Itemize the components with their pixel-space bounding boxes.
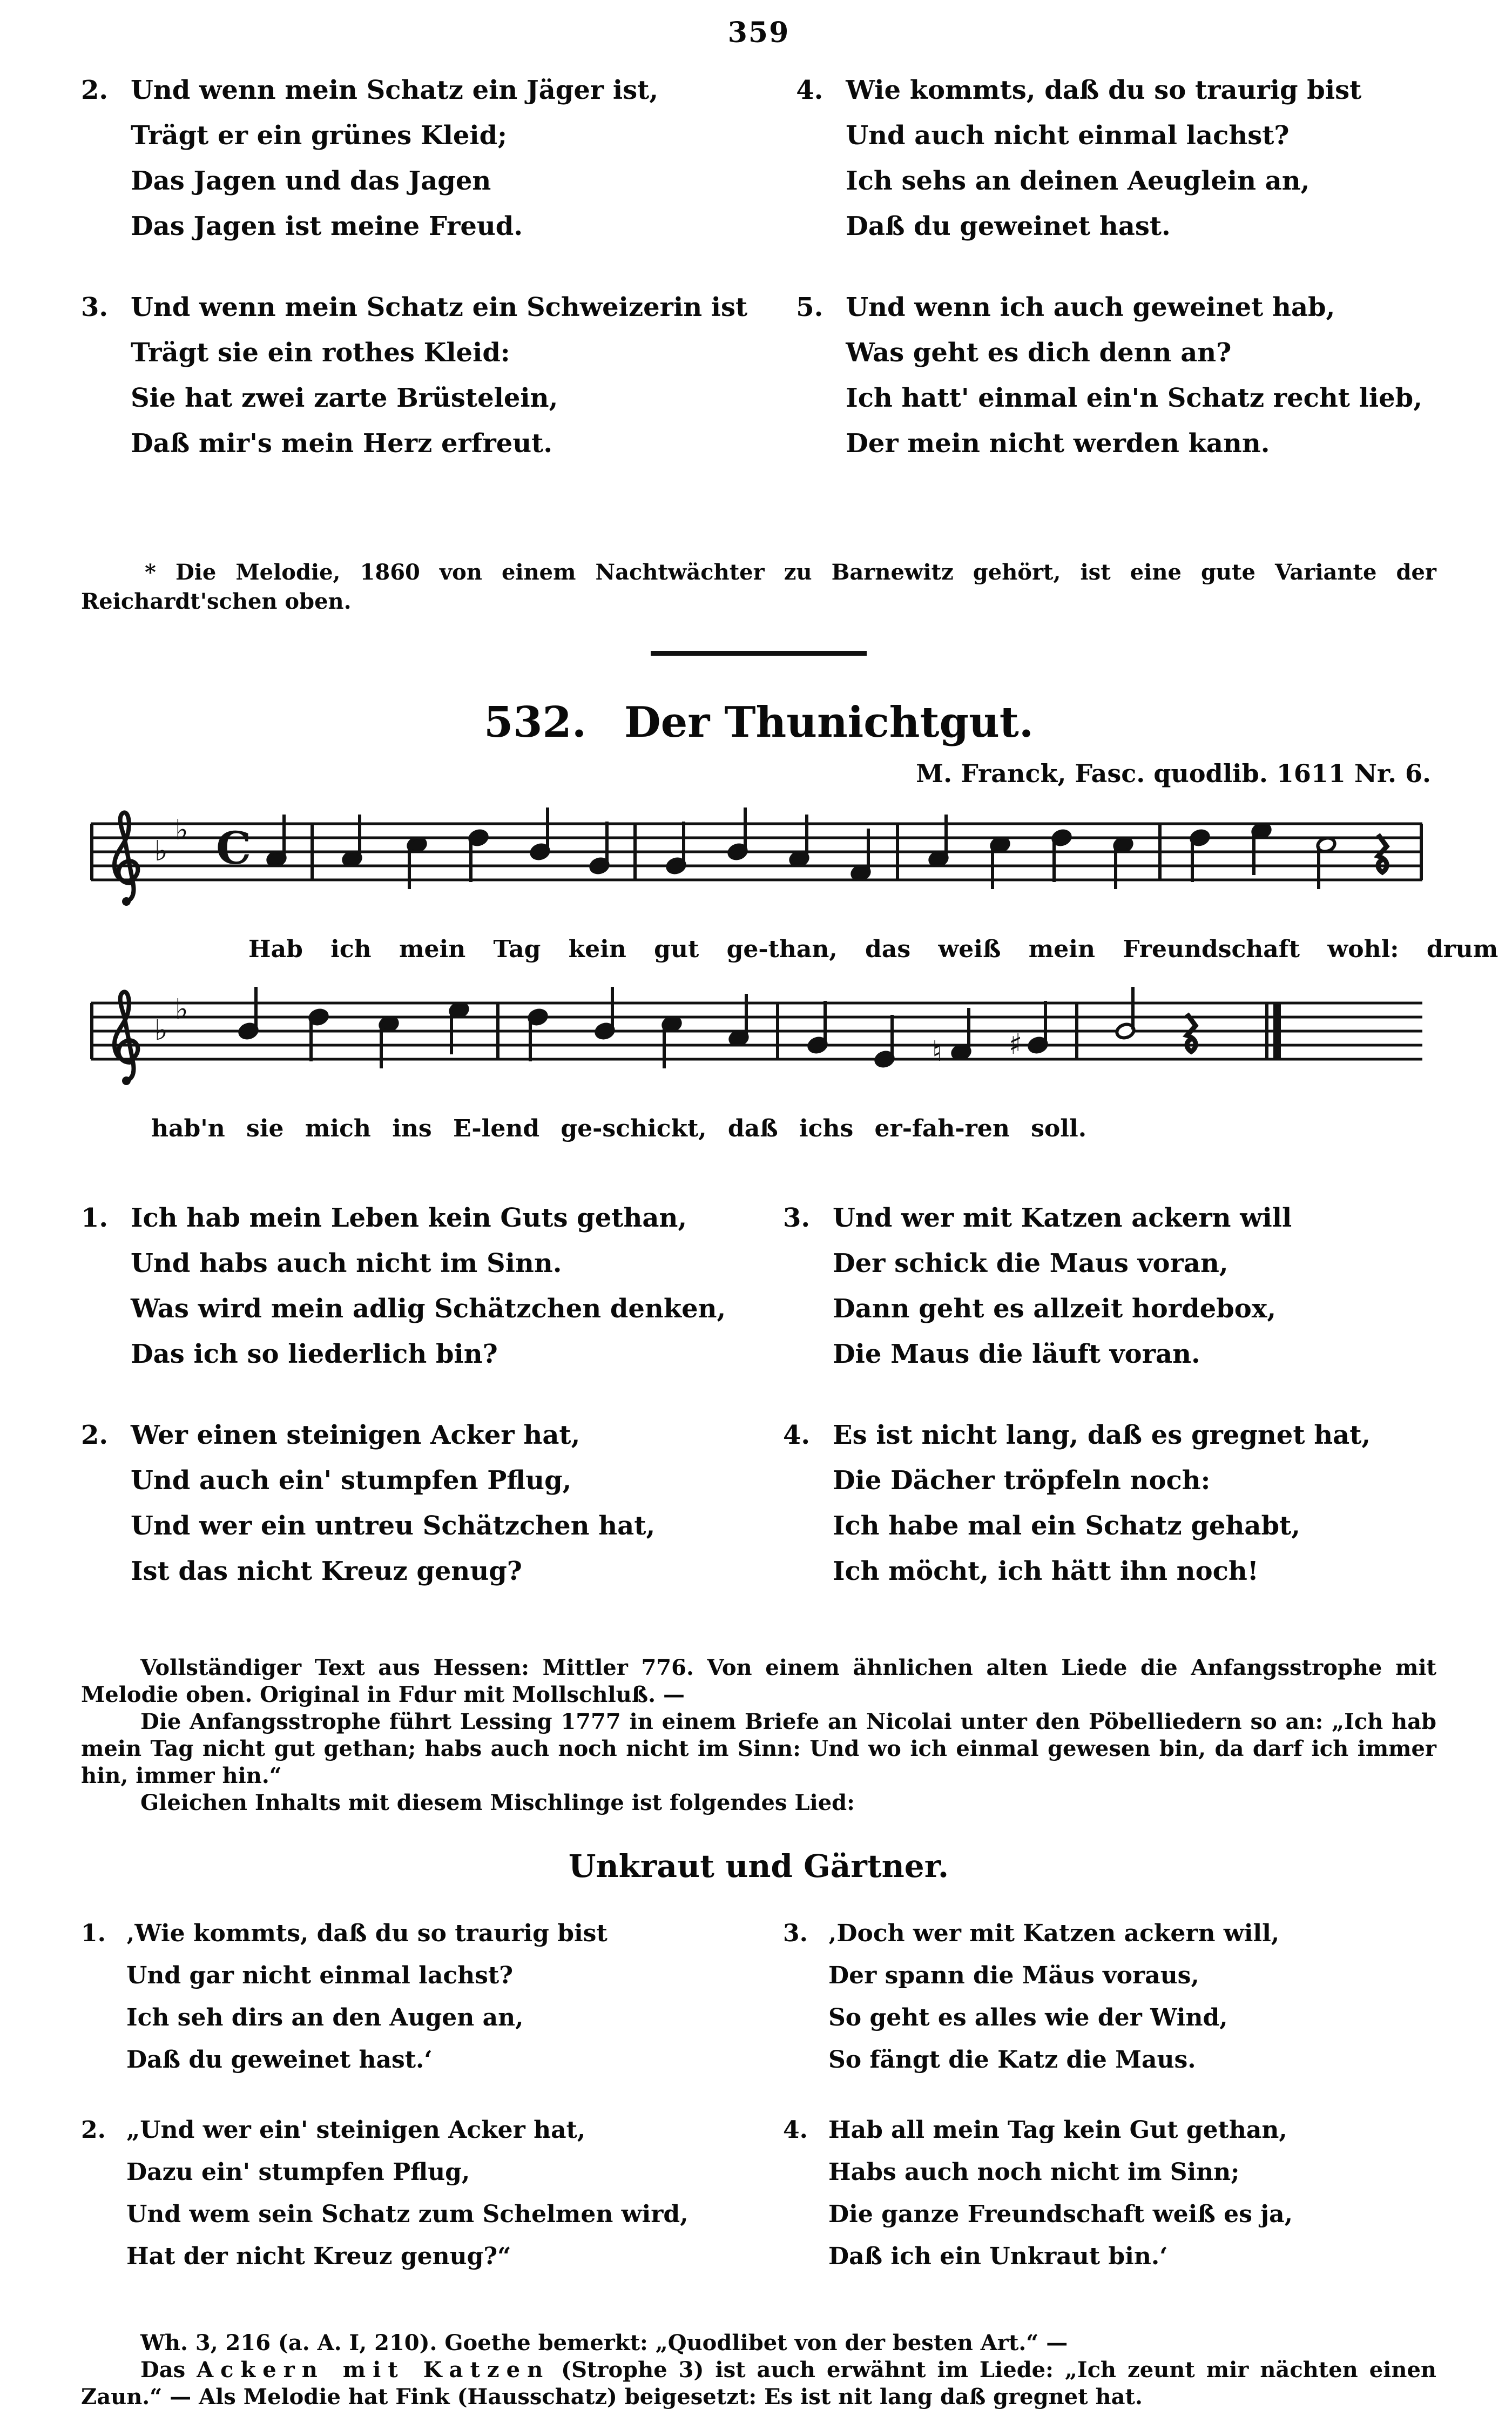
music-notation [86, 802, 1498, 1146]
verse-line: Und auch nicht einmal lachst? [846, 120, 1290, 151]
accidental-sign: ♯ [1009, 1028, 1023, 1061]
verse-line: Die Dächer tröpfeln noch: [833, 1465, 1211, 1496]
final-note-paragraph [81, 2357, 1436, 2411]
verse-line: Ich habe mal ein Schatz gehabt, [833, 1511, 1300, 1541]
verse-line: Ich seh dirs an den Augen an, [126, 2004, 524, 2031]
final-note-block [81, 2330, 1436, 2411]
song-verse-block [81, 1195, 1436, 1630]
song-verse-column-left [81, 1195, 734, 1630]
verse-lines [131, 285, 747, 466]
quarter-note [595, 987, 615, 1040]
verse [81, 1913, 734, 2081]
verse-line: Was wird mein adlig Schätzchen denken, [131, 1294, 726, 1324]
verse [81, 1195, 734, 1377]
song-attribution: M. Franck, Fasc. quodlib. 1611 Nr. 6. [916, 759, 1431, 788]
verse-number: 2. [81, 1420, 109, 1450]
verse-line: Ich hatt' einmal ein'n Schatz recht lieb, [846, 383, 1422, 413]
final-note-paragraph: Wh. 3, 216 (a. A. I, 210). Goethe bemerkt: „Quodlibet von der besten Art.“ — [140, 2330, 1068, 2356]
commentary-paragraph: Die Anfangsstrophe führt Lessing 1777 in einem Briefe an Nicolai unter den Pöbelliedern so an: „Ich hab mein Tag nicht gut gethan; habs auch noch nicht im Sinn: Und wo ich einmal gewesen bin, da darf ich immer hin, immer hin.“ [81, 1709, 1436, 1788]
verse-lines [846, 285, 1436, 466]
verse-number: 5. [796, 292, 824, 322]
verse-number: 1. [81, 1203, 109, 1233]
verse [81, 68, 747, 249]
verse-line: Der spann die Mäus voraus, [828, 1962, 1199, 1989]
verse-line: Sie hat zwei zarte Brüstelein, [131, 383, 558, 413]
verse-line: Es ist nicht lang, daß es gregnet hat, [833, 1420, 1371, 1450]
verse [783, 1913, 1436, 2081]
verse-line: Hab all mein Tag kein Gut gethan, [828, 2116, 1287, 2144]
verse-lines [131, 1412, 734, 1594]
staff-lyrics-1: Hab ich mein Tag kein gut ge-than, das weiß mein Freundschaft wohl: drum [248, 936, 1498, 963]
verse-line: Daß du geweinet hast. [846, 211, 1171, 241]
second-song-verse-block [81, 1913, 1436, 2306]
quarter-note [727, 807, 748, 860]
verse-line: Dazu ein' stumpfen Pflug, [126, 2158, 470, 2186]
verse-line: Die Maus die läuft voran. [833, 1339, 1200, 1369]
verse-lines [131, 1195, 734, 1377]
second-song-title: Unkraut und Gärtner. [568, 1848, 949, 1885]
verse-lines [126, 1913, 734, 2081]
quarter-note [1028, 1001, 1048, 1054]
verse [81, 2109, 734, 2278]
song-heading [81, 698, 1436, 747]
verse-line: Ich sehs an deinen Aeuglein an, [846, 166, 1310, 196]
verse-line: ‚Doch wer mit Katzen ackern will, [828, 1920, 1280, 1947]
verse-line: Daß du geweinet hast.‘ [126, 2046, 433, 2074]
verse-line: Die ganze Freundschaft weiß es ja, [828, 2201, 1293, 2228]
verse-lines [828, 1913, 1436, 2081]
quarter-note [528, 1008, 548, 1061]
verse-line: Trägt er ein grünes Kleid; [131, 120, 507, 151]
verse [81, 1412, 734, 1594]
final-note-text: (Strophe 3) ist auch erwähnt im Liede: „Ich zeunt mir nächten einen Zaun.“ — Als Melodie hat Fink (Hausschatz) beigesetzt: Es ist nit lang daß gregnet hat. [81, 2357, 1436, 2410]
verse-line: „Und wer ein' steinigen Acker hat, [126, 2116, 586, 2144]
verse-number: 3. [81, 292, 109, 322]
verse-number: 4. [783, 2116, 808, 2144]
verse [796, 68, 1436, 249]
quarter-note [1190, 829, 1210, 882]
verse [796, 285, 1436, 466]
final-note-emphasized-text: Ackern mit Katzen [197, 2357, 550, 2383]
quarter-note [468, 829, 489, 882]
verse-number: 3. [783, 1203, 811, 1233]
verse-line: Und wer ein untreu Schätzchen hat, [131, 1511, 656, 1541]
quarter-note [589, 822, 610, 874]
melody-footnote: * Die Melodie, 1860 von einem Nachtwächter zu Barnewitz gehört, ist eine gute Variante der Reichardt'schen oben. [81, 560, 1436, 614]
staff-lyrics-2: hab'n sie mich ins E-lend ge-schickt, daß ichs er-fah-ren soll. [151, 1115, 1087, 1142]
quarter-note [530, 807, 550, 860]
verse-line: Dann geht es allzeit hordebox, [833, 1294, 1277, 1324]
verse-line: Und wenn mein Schatz ein Schweizerin ist [131, 292, 748, 322]
song-title: Der Thunichtgut. [624, 698, 1034, 747]
verse-number: 2. [81, 75, 109, 105]
quarter-note [666, 822, 686, 874]
top-verse-column-left [81, 68, 747, 502]
half-note [1115, 987, 1136, 1040]
verse-lines [833, 1412, 1436, 1594]
flat-sign: ♭ [154, 1014, 168, 1047]
song-verse-column-right [783, 1195, 1436, 1630]
verse-number: 1. [81, 1920, 106, 1947]
quarter-note [308, 1008, 329, 1061]
verse-number: 4. [783, 1420, 811, 1450]
verse-number: 2. [81, 2116, 106, 2144]
verse-line: So fängt die Katz die Maus. [828, 2046, 1196, 2074]
verse-lines [833, 1195, 1436, 1377]
verse-line: Und habs auch nicht im Sinn. [131, 1248, 562, 1278]
verse-line: Ich möcht, ich hätt ihn noch! [833, 1556, 1259, 1586]
second-song-column-right [783, 1913, 1436, 2306]
flat-sign: ♭ [175, 814, 188, 846]
verse [81, 285, 747, 466]
treble-clef-icon [114, 812, 138, 906]
quarter-note [238, 987, 259, 1040]
verse-line: Der mein nicht werden kann. [846, 428, 1270, 459]
commentary-block [81, 1654, 1436, 1816]
song-number: 532. [484, 698, 586, 747]
verse-line: Daß mir's mein Herz erfreut. [131, 428, 553, 459]
flat-sign: ♭ [154, 835, 168, 867]
verse-line: Ich hab mein Leben kein Guts gethan, [131, 1203, 687, 1233]
verse [783, 1412, 1436, 1594]
verse [783, 1195, 1436, 1377]
page-number: 359 [727, 16, 790, 49]
commentary-paragraph: Gleichen Inhalts mit diesem Mischlinge ist folgendes Lied: [140, 1790, 855, 1815]
second-song-column-left [81, 1913, 734, 2306]
verse-line: Was geht es dich denn an? [846, 338, 1232, 368]
verse-line: Wie kommts, daß du so traurig bist [846, 75, 1362, 105]
verse-line: Das Jagen und das Jagen [131, 166, 491, 196]
verse-line: Wer einen steinigen Acker hat, [131, 1420, 580, 1450]
verse-line: Hat der nicht Kreuz genug?“ [126, 2243, 511, 2270]
verse-number: 3. [783, 1920, 808, 1947]
treble-clef-icon [114, 992, 138, 1085]
flat-sign: ♭ [175, 993, 188, 1026]
accidental-sign: ♮ [932, 1035, 942, 1068]
verse-line: ‚Wie kommts, daß du so traurig bist [126, 1920, 608, 1947]
section-divider [651, 651, 867, 656]
verse-lines [846, 68, 1436, 249]
top-verse-block [81, 68, 1436, 502]
verse-lines [131, 68, 747, 249]
quarter-note [807, 1001, 828, 1054]
music-staff-2 [86, 981, 1426, 1111]
verse-line: Das ich so liederlich bin? [131, 1339, 498, 1369]
top-verse-column-right [796, 68, 1436, 502]
verse-line: Und wer mit Katzen ackern will [833, 1203, 1292, 1233]
verse-lines [126, 2109, 734, 2278]
quarter-note [874, 1015, 895, 1068]
time-signature: C [216, 823, 252, 874]
verse-line: Und wenn ich auch geweinet hab, [846, 292, 1335, 322]
verse-number: 4. [796, 75, 824, 105]
verse-line: Trägt sie ein rothes Kleid: [131, 338, 510, 368]
verse-line: Das Jagen ist meine Freud. [131, 211, 523, 241]
verse [783, 2109, 1436, 2278]
verse-line: Und wenn mein Schatz ein Jäger ist, [131, 75, 659, 105]
verse-lines [828, 2109, 1436, 2278]
verse-line: Und gar nicht einmal lachst? [126, 1962, 514, 1989]
verse-line: Ist das nicht Kreuz genug? [131, 1556, 522, 1586]
quarter-note [1051, 829, 1072, 882]
verse-line: Und wem sein Schatz zum Schelmen wird, [126, 2201, 688, 2228]
music-staff-1 [86, 802, 1426, 932]
final-note-text: Das [140, 2357, 197, 2383]
verse-line: Und auch ein' stumpfen Pflug, [131, 1465, 572, 1496]
verse-line: Daß ich ein Unkraut bin.‘ [828, 2243, 1168, 2270]
verse-line: Der schick die Maus voran, [833, 1248, 1228, 1278]
verse-line: Habs auch noch nicht im Sinn; [828, 2158, 1240, 2186]
verse-line: So geht es alles wie der Wind, [828, 2004, 1228, 2031]
commentary-paragraph: Vollständiger Text aus Hessen: Mittler 776. Von einem ähnlichen alten Liede die Anfangsstrophe mit Melodie oben. Original in Fdur mit Mollschluß. — [81, 1655, 1436, 1707]
